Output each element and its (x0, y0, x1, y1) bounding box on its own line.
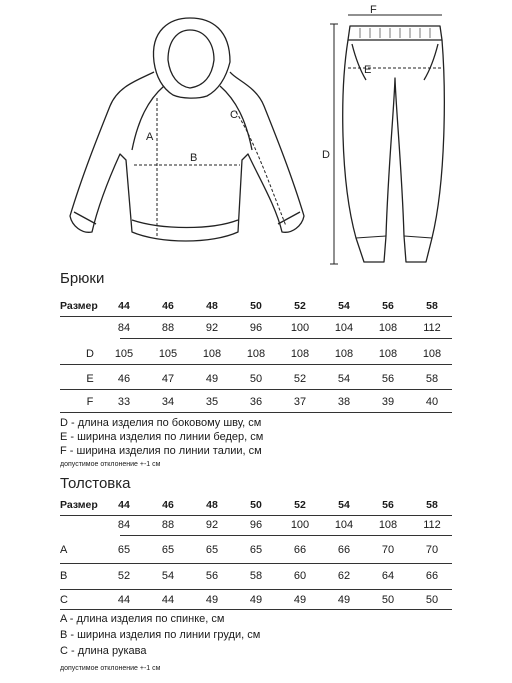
divider (60, 316, 452, 317)
hoodie-size: 52 (294, 499, 306, 511)
hoodie-header-label: Размер (60, 499, 98, 511)
hoodie-header-row (60, 495, 452, 515)
divider (60, 364, 452, 365)
table-cell: 65 (249, 544, 263, 556)
table-cell: 40 (425, 396, 439, 408)
pants-size: 48 (206, 300, 218, 312)
table-cell: 52 (293, 373, 307, 385)
table-cell: 46 (117, 373, 131, 385)
hoodie-size: 54 (338, 499, 350, 511)
table-cell: 96 (249, 322, 263, 334)
table-cell: 58 (425, 373, 439, 385)
table-cell: 64 (381, 570, 395, 582)
table-row (60, 392, 452, 412)
legend-item: E - ширина изделия по линии бедер, см (60, 431, 264, 443)
table-cell: 62 (337, 570, 351, 582)
divider (60, 609, 452, 610)
table-cell: 49 (293, 594, 307, 606)
table-cell: 33 (117, 396, 131, 408)
table-cell: 47 (161, 373, 175, 385)
table-row (60, 590, 452, 610)
table-cell: 49 (249, 594, 263, 606)
legend-item: F - ширина изделия по линии талии, см (60, 445, 262, 457)
table-cell: 50 (381, 594, 395, 606)
table-cell: 65 (117, 544, 131, 556)
divider (60, 389, 452, 390)
table-cell: 39 (381, 396, 395, 408)
table-cell: 92 (205, 322, 219, 334)
table-cell: 36 (249, 396, 263, 408)
table-cell: 84 (117, 519, 131, 531)
table-cell: 92 (205, 519, 219, 531)
table-cell: 58 (249, 570, 263, 582)
row-label: E (86, 373, 94, 385)
pants-size: 44 (118, 300, 130, 312)
table-cell: 100 (290, 519, 310, 531)
table-cell: 66 (425, 570, 439, 582)
row-label: C (60, 594, 68, 606)
table-cell: 108 (202, 348, 222, 360)
table-cell: 52 (117, 570, 131, 582)
divider (120, 535, 452, 536)
table-cell: 88 (161, 322, 175, 334)
legend-item: A - длина изделия по спинке, см (60, 613, 225, 625)
table-cell: 96 (249, 519, 263, 531)
pants-title: Брюки (60, 270, 105, 287)
legend-item: D - длина изделия по боковому шву, см (60, 417, 262, 429)
label-c: C (230, 109, 238, 121)
table-cell: 37 (293, 396, 307, 408)
table-cell: 54 (161, 570, 175, 582)
pants-size: 54 (338, 300, 350, 312)
table-cell: 105 (114, 348, 134, 360)
table-cell: 108 (290, 348, 310, 360)
table-cell: 49 (205, 594, 219, 606)
pants-size: 46 (162, 300, 174, 312)
table-cell: 65 (161, 544, 175, 556)
table-cell: 65 (205, 544, 219, 556)
label-f: F (370, 4, 377, 16)
row-label: A (60, 544, 68, 556)
table-cell: 108 (378, 348, 398, 360)
hoodie-size: 46 (162, 499, 174, 511)
label-a: A (146, 131, 154, 143)
pants-drawing (330, 15, 444, 264)
table-cell: 108 (334, 348, 354, 360)
table-cell: 66 (337, 544, 351, 556)
pants-legend (60, 416, 263, 458)
hoodie-size: 48 (206, 499, 218, 511)
garment-illustration (0, 0, 512, 270)
table-cell: 49 (337, 594, 351, 606)
table-row (60, 344, 452, 364)
table-cell: 105 (158, 348, 178, 360)
table-row (60, 369, 452, 389)
label-d: D (322, 149, 330, 161)
table-cell: 100 (290, 322, 310, 334)
table-cell: 54 (337, 373, 351, 385)
table-row (60, 540, 452, 560)
hoodie-drawing (70, 18, 304, 241)
table-cell: 56 (381, 373, 395, 385)
pants-header-row (60, 296, 452, 316)
table-cell: 50 (249, 373, 263, 385)
table-cell: 112 (423, 322, 441, 334)
table-cell: 38 (337, 396, 351, 408)
hoodie-size: 50 (250, 499, 262, 511)
legend-item: C - длина рукава (60, 645, 147, 657)
table-cell: 70 (425, 544, 439, 556)
row-label: F (86, 396, 94, 408)
label-b: B (190, 152, 198, 164)
table-row (60, 566, 452, 586)
table-cell: 34 (161, 396, 175, 408)
pants-size: 58 (426, 300, 438, 312)
legend-item: B - ширина изделия по линии груди, см (60, 629, 261, 641)
divider (60, 563, 452, 564)
hoodie-legend (60, 612, 260, 658)
row-label: B (60, 570, 68, 582)
table-cell: 88 (161, 519, 175, 531)
pants-size: 50 (250, 300, 262, 312)
table-cell: 60 (293, 570, 307, 582)
table-cell: 56 (205, 570, 219, 582)
table-row (60, 515, 452, 535)
pants-tolerance-note: допустимое отклонение +-1 см (60, 461, 161, 468)
table-cell: 35 (205, 396, 219, 408)
label-e: E (364, 64, 372, 76)
table-cell: 104 (334, 322, 354, 334)
table-cell: 44 (161, 594, 175, 606)
table-cell: 70 (381, 544, 395, 556)
table-cell: 50 (425, 594, 439, 606)
hoodie-size: 58 (426, 499, 438, 511)
table-row (60, 318, 452, 338)
divider (120, 338, 452, 339)
hoodie-size: 44 (118, 499, 130, 511)
table-cell: 66 (293, 544, 307, 556)
table-cell: 44 (117, 594, 131, 606)
hoodie-title: Толстовка (60, 475, 131, 492)
hoodie-size: 56 (382, 499, 394, 511)
table-cell: 108 (378, 519, 398, 531)
table-cell: 108 (246, 348, 266, 360)
table-cell: 84 (117, 322, 131, 334)
table-cell: 104 (334, 519, 354, 531)
table-cell: 112 (423, 519, 441, 531)
table-cell: 108 (378, 322, 398, 334)
row-label: D (86, 348, 94, 360)
pants-header-label: Размер (60, 300, 98, 312)
table-cell: 108 (422, 348, 442, 360)
pants-size: 56 (382, 300, 394, 312)
divider (60, 412, 452, 413)
table-cell: 49 (205, 373, 219, 385)
pants-size: 52 (294, 300, 306, 312)
hoodie-tolerance-note: допустимое отклонение +-1 см (60, 665, 161, 672)
